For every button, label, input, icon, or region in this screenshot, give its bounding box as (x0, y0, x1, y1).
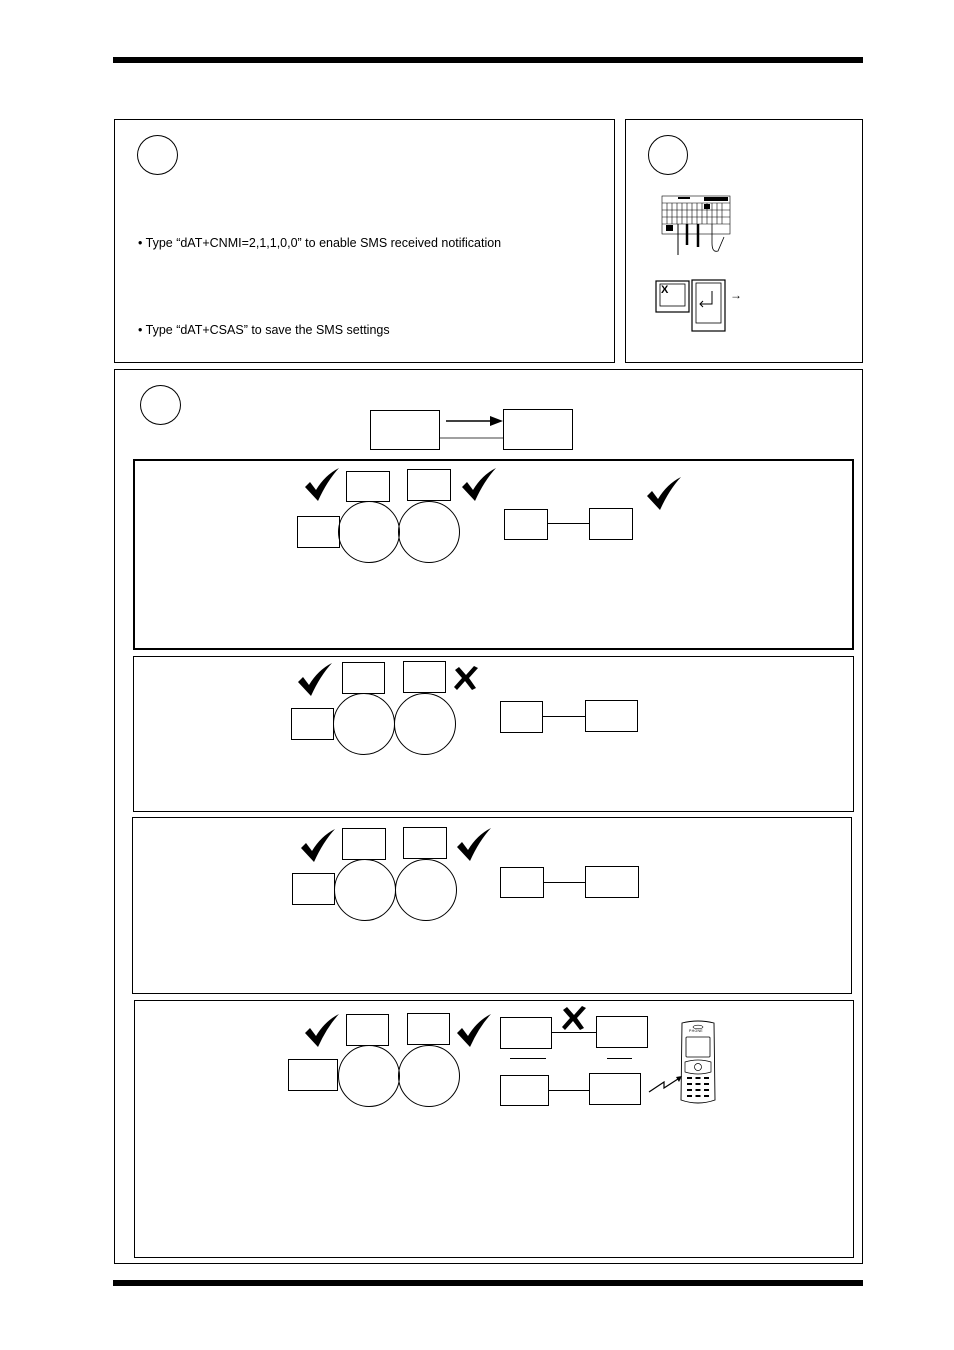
link-box-left (504, 509, 548, 540)
indicator-box (342, 828, 386, 860)
arrow-glyph: → (730, 288, 742, 302)
indicator-box (403, 661, 446, 693)
header-box-right (503, 409, 573, 450)
check-icon (645, 476, 683, 512)
indicator-box (342, 662, 385, 694)
check-icon (303, 1013, 341, 1049)
link-line (544, 882, 585, 883)
status-circle (398, 1045, 460, 1107)
link-box-right (589, 1073, 641, 1105)
scenario-panel (134, 1000, 854, 1258)
link-line (549, 1090, 589, 1091)
bottom-rule (113, 1280, 863, 1286)
indicator-box (288, 1059, 338, 1091)
status-circle (334, 859, 396, 921)
cross-icon (560, 1005, 588, 1031)
keyboard-icon (660, 195, 732, 257)
link-box-left (500, 1017, 552, 1049)
indicator-box (407, 1013, 450, 1045)
indicator-box (403, 827, 447, 859)
status-circle (395, 859, 457, 921)
status-circle (338, 1045, 400, 1107)
check-icon (455, 1013, 493, 1049)
header-arrow (440, 410, 504, 440)
indicator-box (407, 469, 451, 501)
instruction-csas: • Type “dAT+CSAS” to save the SMS settings (138, 323, 390, 337)
link-box-left (500, 701, 543, 733)
step-number-circle (137, 135, 178, 175)
link-box-left (500, 867, 544, 898)
x-key-label: X (661, 284, 669, 296)
underline (510, 1058, 546, 1059)
link-box-right (585, 866, 639, 898)
check-icon (296, 662, 334, 698)
link-box-right (585, 700, 638, 732)
check-icon (303, 467, 341, 503)
link-line (548, 523, 589, 524)
status-circle (398, 501, 460, 563)
indicator-box (291, 708, 334, 740)
header-box-left (370, 410, 440, 450)
link-box-right (589, 508, 633, 540)
indicator-box (297, 516, 340, 548)
step-number-circle (140, 385, 181, 425)
instruction-cnmi: • Type “dAT+CNMI=2,1,1,0,0” to enable SMS received notification (138, 236, 502, 250)
indicator-box (346, 471, 390, 502)
link-box-left (500, 1075, 549, 1106)
indicator-box (346, 1014, 389, 1046)
scenario-panel (133, 656, 854, 812)
step-number-circle (648, 135, 688, 175)
link-line (543, 716, 585, 717)
cross-icon (452, 665, 480, 691)
underline (607, 1058, 632, 1059)
phone-brand-label: PHONE (689, 1029, 703, 1033)
top-rule (113, 57, 863, 63)
enter-key-icon (691, 279, 727, 333)
status-circle (394, 693, 456, 755)
check-icon (460, 467, 498, 503)
status-circle (333, 693, 395, 755)
check-icon (299, 828, 337, 864)
status-circle (338, 501, 400, 563)
indicator-box (292, 873, 335, 905)
link-box-right (596, 1016, 648, 1048)
link-line (552, 1032, 596, 1033)
check-icon (455, 827, 493, 863)
